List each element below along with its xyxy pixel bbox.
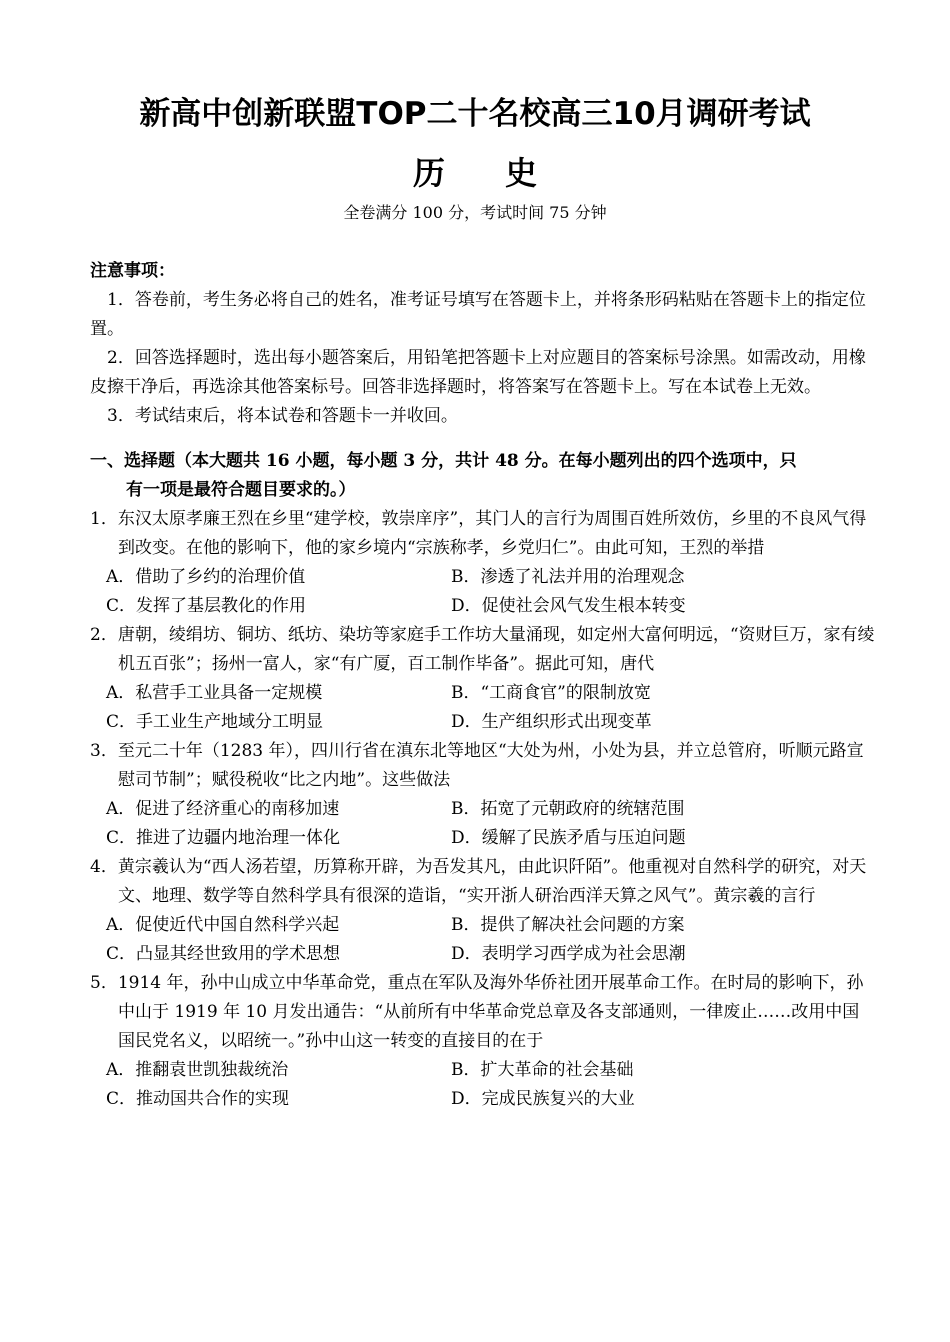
option-a: A．促进了经济重心的南移加速 [106, 799, 340, 819]
question-options [90, 1085, 875, 1114]
question-1 [90, 505, 875, 621]
question-options [90, 592, 875, 621]
question-options [90, 563, 875, 592]
question-4 [90, 853, 875, 969]
question-options [90, 679, 875, 708]
section-heading-line: 有一项是最符合题目要求的。） [126, 480, 356, 500]
notes-heading: 注意事项： [90, 261, 175, 281]
exam-title: 新高中创新联盟TOP二十名校高三10月调研考试 [139, 96, 811, 132]
exam-content [90, 257, 875, 1114]
question-3 [90, 737, 875, 853]
question-stem: 3．至元二十年（1283 年），四川行省在滇东北等地区“大处为州，小处为县，并立总管府，听顺元路宣慰司节制”；赋役税收“比之内地”。这些做法 [90, 741, 864, 790]
option-d: D．表明学习西学成为社会思潮 [451, 944, 686, 964]
note-item: 2．回答选择题时，选出每小题答案后，用铅笔把答题卡上对应题目的答案标号涂黑。如需改动，用橡皮擦干净后，再选涂其他答案标号。回答非选择题时，将答案写在答题卡上。写在本试卷上无效。 [90, 348, 866, 397]
option-a: A．借助了乡约的治理价值 [106, 567, 306, 587]
question-2 [90, 621, 875, 737]
note-item: 3．考试结束后，将本试卷和答题卡一并收回。 [107, 406, 458, 426]
option-c: C．发挥了基层教化的作用 [106, 596, 307, 616]
option-a: A．促使近代中国自然科学兴起 [106, 915, 340, 935]
question-stem: 1．东汉太原孝廉王烈在乡里“建学校，敦崇庠序”，其门人的言行为周围百姓所效仿，乡里的不良风气得到改变。在他的影响下，他的家乡境内“宗族称孝，乡党归仁”。由此可知，王烈的举措 [90, 509, 867, 558]
option-b: B．提供了解决社会问题的方案 [451, 915, 685, 935]
option-d: D．促使社会风气发生根本转变 [451, 596, 686, 616]
section-heading-line: 一、选择题（本大题共 16 小题，每小题 3 分，共计 48 分。在每小题列出的四个选项中，只 [90, 451, 797, 471]
option-a: A．推翻袁世凯独裁统治 [106, 1060, 289, 1080]
option-c: C．推进了边疆内地治理一体化 [106, 828, 341, 848]
option-c: C．手工业生产地域分工明显 [106, 712, 324, 732]
section-heading [90, 447, 875, 505]
question-5 [90, 969, 875, 1114]
question-stem: 2．唐朝，绫绢坊、铜坊、纸坊、染坊等家庭手工作坊大量涌现，如定州大富何明远，“资财巨万，家有绫机五百张”；扬州一富人，家“有广厦，百工制作毕备”。据此可知，唐代 [90, 625, 875, 674]
question-stem: 4．黄宗羲认为“西人汤若望，历算称开辟，为吾发其凡，由此识阡陌”。他重视对自然科学的研究，对天文、地理、数学等自然科学具有很深的造诣，“实开浙人研治西洋天算之风气”。黄宗羲的言行 [90, 857, 867, 906]
option-c: C．推动国共合作的实现 [106, 1089, 290, 1109]
question-options [90, 940, 875, 969]
question-options [90, 1056, 875, 1085]
note-item: 1．答卷前，考生务必将自己的姓名，准考证号填写在答题卡上，并将条形码粘贴在答题卡上的指定位置。 [90, 290, 866, 339]
question-options [90, 911, 875, 940]
score-info: 全卷满分 100 分，考试时间 75 分钟 [343, 203, 607, 222]
option-b: B．渗透了礼法并用的治理观念 [451, 567, 685, 587]
option-b: B．拓宽了元朝政府的统辖范围 [451, 799, 685, 819]
option-d: D．缓解了民族矛盾与压迫问题 [451, 828, 686, 848]
subject-title: 历史 [412, 154, 597, 192]
question-stem: 5．1914 年，孙中山成立中华革命党，重点在军队及海外华侨社团开展革命工作。在时局的影响下，孙中山于 1919 年 10 月发出通告：“从前所有中华革命党总章及各支部通则，一律废止……改用中国国民党名义，以昭统一。”孙中山这一转变的直接目的在于 [90, 973, 864, 1051]
option-b: B．“工商食官”的限制放宽 [451, 683, 651, 703]
option-b: B．扩大革命的社会基础 [451, 1060, 634, 1080]
option-c: C．凸显其经世致用的学术思想 [106, 944, 341, 964]
option-d: D．生产组织形式出现变革 [451, 712, 652, 732]
option-d: D．完成民族复兴的大业 [451, 1089, 635, 1109]
question-options [90, 824, 875, 853]
question-options [90, 795, 875, 824]
option-a: A．私营手工业具备一定规模 [106, 683, 323, 703]
question-options [90, 708, 875, 737]
